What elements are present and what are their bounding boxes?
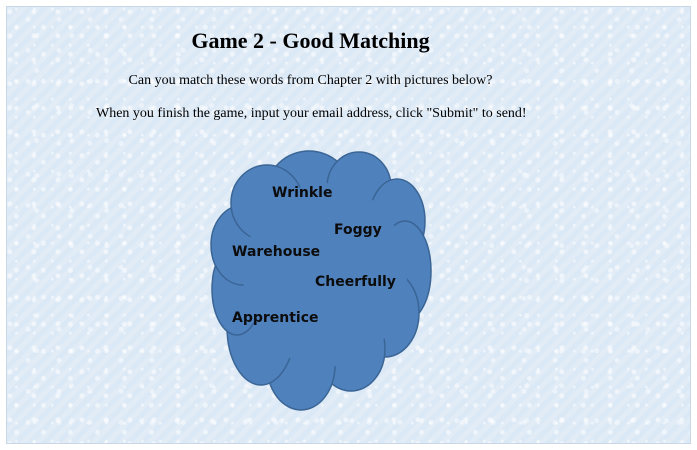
submit-instruction-text: When you finish the game, input your email address, click "Submit" to send! xyxy=(96,106,527,121)
word-wrinkle[interactable]: Wrinkle xyxy=(272,185,333,201)
page-title: Game 2 - Good Matching xyxy=(191,28,430,53)
word-cheerfully[interactable]: Cheerfully xyxy=(315,274,396,290)
word-warehouse[interactable]: Warehouse xyxy=(232,244,321,260)
word-foggy[interactable]: Foggy xyxy=(334,222,382,238)
word-apprentice[interactable]: Apprentice xyxy=(232,310,319,326)
instruction-text: Can you match these words from Chapter 2 with pictures below? xyxy=(128,73,493,88)
game-page xyxy=(6,6,691,444)
